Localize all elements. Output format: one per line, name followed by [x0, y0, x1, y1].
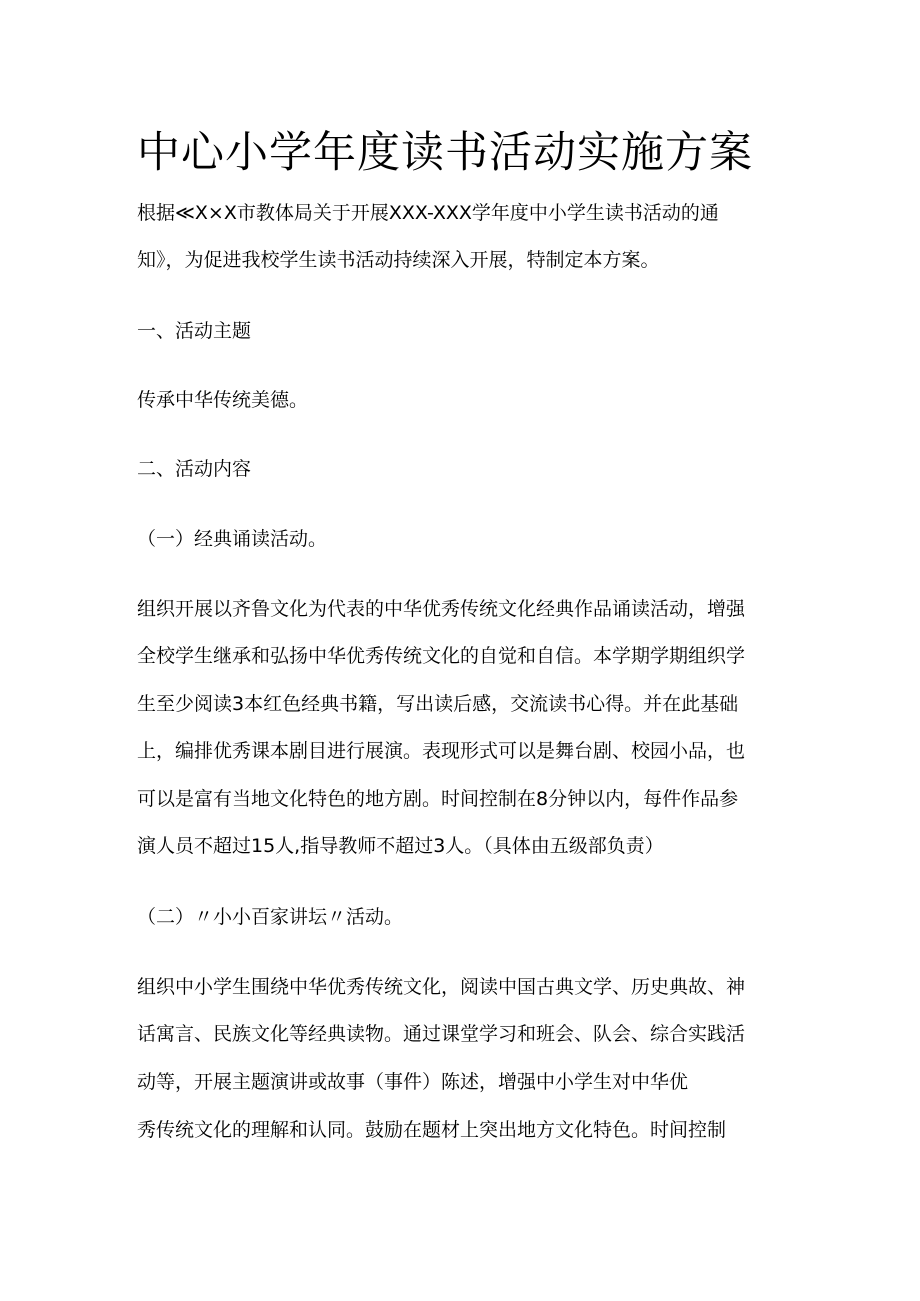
section-heading-content: 二、活动内容 — [137, 458, 252, 480]
paragraph-2-line-4: 秀传统文化的理解和认同。鼓励在题材上突出地方文化特色。时间控制 — [137, 1119, 727, 1141]
theme-text: 传承中华传统美德。 — [137, 389, 309, 411]
paragraph-2-line-3: 动等，开展主题演讲或故事（事件）陈述，增强中小学生对中华优 — [137, 1071, 689, 1093]
subsection-heading-2: （二）〃小小百家讲坛〃活动。 — [137, 906, 404, 928]
paragraph-2-line-2: 话寓言、民族文化等经典读物。通过课堂学习和班会、队会、综合实践活 — [137, 1023, 746, 1045]
paragraph-1-line-4: 上，编排优秀课本剧目进行展演。表现形式可以是舞台剧、校园小品，也 — [137, 740, 746, 762]
paragraph-2-line-1: 组织中小学生围绕中华优秀传统文化，阅读中国古典文学、历史典故、神 — [137, 976, 746, 998]
intro-line-1: 根据≪X×X市教体局关于开展XXX-XXX学年度中小学生读书活动的通 — [137, 202, 719, 224]
paragraph-1-line-6: 演人员不超过15人,指导教师不超过3人。（具体由五级部负责） — [137, 835, 664, 857]
paragraph-1-line-2: 全校学生继承和弘扬中华优秀传统文化的自觉和自信。本学期学期组织学 — [137, 645, 746, 667]
subsection-heading-1: （一）经典诵读活动。 — [137, 528, 328, 550]
paragraph-1-line-5: 可以是富有当地文化特色的地方剧。时间控制在8分钟以内，每件作品参 — [137, 788, 739, 810]
intro-line-2: 知》，为促进我校学生读书活动持续深入开展，特制定本方案。 — [137, 249, 660, 271]
document-title: 中心小学年度读书活动实施方案 — [137, 128, 753, 178]
paragraph-1-line-3: 生至少阅读3本红色经典书籍，写出读后感，交流读书心得。并在此基础 — [137, 693, 739, 715]
paragraph-1-line-1: 组织开展以齐鲁文化为代表的中华优秀传统文化经典作品诵读活动，增强 — [137, 598, 746, 620]
section-heading-theme: 一、活动主题 — [137, 320, 252, 342]
